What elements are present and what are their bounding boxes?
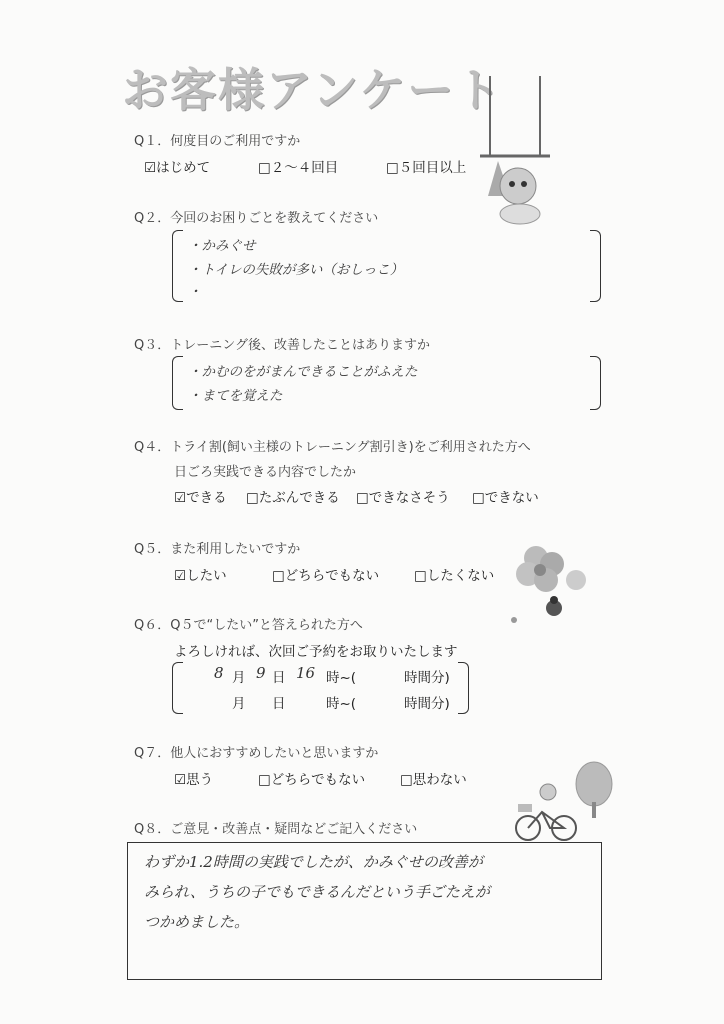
q6-row2-hour-label: 時~( [326,696,357,712]
q6-question: Q６．Q５で“したい”と答えられた方へ [134,618,363,633]
q6-row1-month-value[interactable]: 8 [214,664,224,682]
q5-question: Q５．また利用したいですか [134,542,301,557]
q7-question: Q７．他人におすすめしたいと思いますか [134,746,379,761]
q2-bracket-right [590,230,601,302]
q7-option-yes[interactable]: ☑思う [174,772,214,788]
q3-question: Q３．トレーニング後、改善したことはありますか [134,338,430,353]
swing-clown-icon [470,76,560,236]
q4-question-line1: Q４．トライ割(飼い主様のトレーニング割引き)をご利用された方へ [134,440,531,455]
q4-option-unlikely[interactable]: □できなさそう [356,490,450,506]
q2-question: Q２．今回のお困りごとを教えてください [134,211,379,226]
q6-row2-day-label: 日 [272,696,286,712]
q2-bracket-left [172,230,183,302]
q6-bracket-right [458,662,469,714]
q4-option-probably[interactable]: □たぶんできる [246,490,340,506]
q1-option-5plus[interactable]: □５回目以上 [386,160,467,176]
q2-answer-3: ・ [188,284,202,300]
q2-answer-1: ・かみぐせ [188,238,256,254]
q6-row1-hour-value[interactable]: 16 [296,664,316,682]
q6-row1-duration-label: 時間分) [404,670,450,686]
q4-question-line2: 日ごろ実践できる内容でしたか [174,465,357,480]
comment-box[interactable] [127,842,602,980]
q3-bracket-left [172,356,183,410]
q6-subtext: よろしければ、次回ご予約をお取りいたします [174,644,458,660]
q3-answer-1: ・かむのをがまんできることがふえた [188,364,418,380]
q1-option-first[interactable]: ☑はじめて [144,160,211,176]
q6-bracket-left [172,662,183,714]
q3-answer-2: ・まてを覚えた [188,388,283,404]
q8-question: Q８．ご意見・改善点・疑問などご記入ください [134,822,418,837]
q6-row2-month-label: 月 [232,696,246,712]
flower-ladybug-icon [506,540,596,630]
q1-option-2to4[interactable]: □２～４回目 [258,160,339,176]
q6-row1-day-value[interactable]: 9 [256,664,266,682]
q6-row1-month-label: 月 [232,670,246,686]
q6-row2-duration-label: 時間分) [404,696,450,712]
q4-option-can[interactable]: ☑できる [174,490,227,506]
q7-option-neutral[interactable]: □どちらでもない [258,772,366,788]
q7-option-no[interactable]: □思わない [400,772,467,788]
comment-line-3: つかめました。 [144,913,250,931]
q5-option-no[interactable]: □したくない [414,568,495,584]
q1-question: Q１．何度目のご利用ですか [134,134,301,149]
q5-option-neutral[interactable]: □どちらでもない [272,568,380,584]
q3-bracket-right [590,356,601,410]
page-title: お客様アンケート [122,63,504,117]
bicycle-icon [514,782,580,844]
q6-row1-hour-label: 時~( [326,670,357,686]
comment-line-2: みられ、うちの子でもできるんだという手ごたえが [144,883,490,901]
q2-answer-2: ・トイレの失敗が多い（おしっこ） [188,262,404,278]
q4-option-cannot[interactable]: □できない [472,490,539,506]
q6-row1-day-label: 日 [272,670,286,686]
q5-option-yes[interactable]: ☑したい [174,568,227,584]
comment-line-1: わずか1.2時間の実践でしたが、かみぐせの改善が [144,853,483,871]
